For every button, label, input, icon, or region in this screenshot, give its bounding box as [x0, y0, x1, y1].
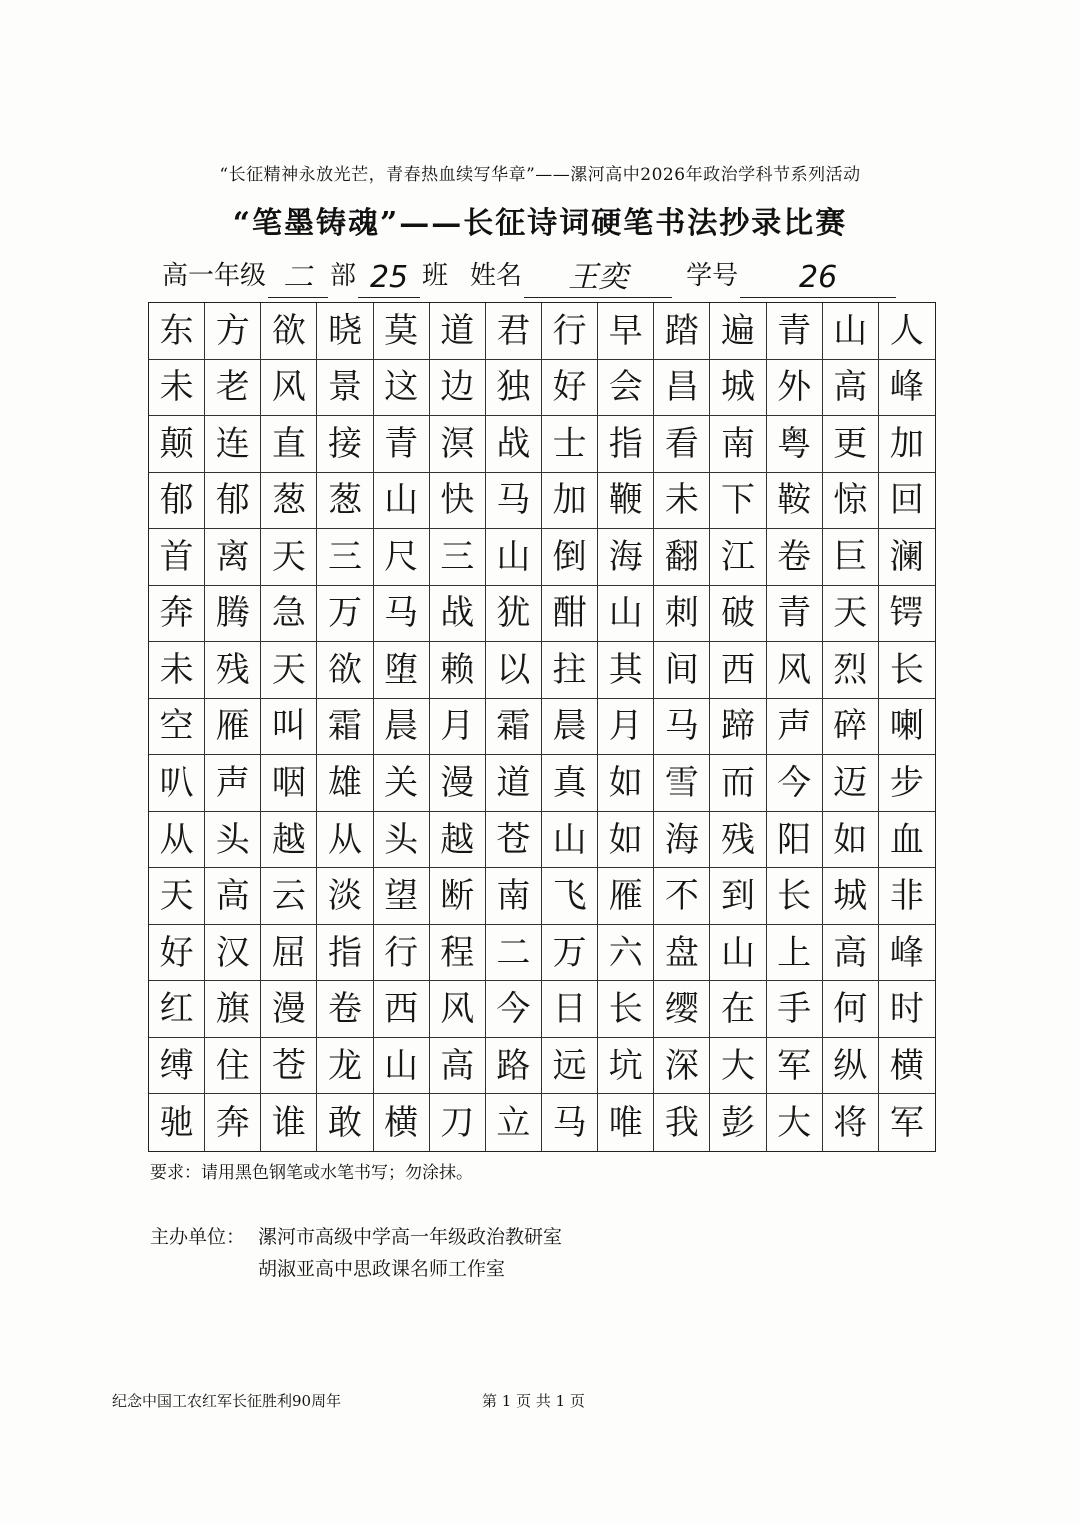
- grid-cell: 咽: [261, 755, 317, 812]
- dept-label: 部: [330, 261, 357, 291]
- grid-cell: 日: [542, 981, 598, 1038]
- grid-cell: 喇: [879, 699, 935, 756]
- grid-cell: 敢: [317, 1094, 373, 1151]
- grid-cell: 君: [486, 303, 542, 360]
- grid-cell: 刺: [654, 586, 710, 643]
- grid-cell: 青: [767, 303, 823, 360]
- grid-cell: 如: [598, 812, 654, 869]
- grid-cell: 红: [149, 981, 205, 1038]
- grid-cell: 山: [710, 925, 766, 982]
- grid-cell: 头: [374, 812, 430, 869]
- grid-cell: 郁: [205, 473, 261, 530]
- grid-cell: 奔: [149, 586, 205, 643]
- grid-cell: 霜: [317, 699, 373, 756]
- grid-cell: 深: [654, 1038, 710, 1095]
- grid-cell: 看: [654, 416, 710, 473]
- grid-cell: 六: [598, 925, 654, 982]
- grid-cell: 战: [486, 416, 542, 473]
- grid-cell: 行: [374, 925, 430, 982]
- grid-cell: 横: [879, 1038, 935, 1095]
- grid-cell: 唯: [598, 1094, 654, 1151]
- grid-cell: 急: [261, 586, 317, 643]
- grid-cell: 独: [486, 360, 542, 417]
- grid-cell: 马: [374, 586, 430, 643]
- grid-cell: 西: [374, 981, 430, 1038]
- grid-cell: 长: [879, 642, 935, 699]
- grid-cell: 关: [374, 755, 430, 812]
- grid-cell: 雁: [205, 699, 261, 756]
- grid-cell: 淡: [317, 868, 373, 925]
- grid-cell: 漫: [261, 981, 317, 1038]
- grid-cell: 长: [598, 981, 654, 1038]
- grid-cell: 烈: [823, 642, 879, 699]
- grid-cell: 晨: [542, 699, 598, 756]
- grid-cell: 龙: [317, 1038, 373, 1095]
- grid-cell: 刀: [430, 1094, 486, 1151]
- grid-cell: 颠: [149, 416, 205, 473]
- grid-cell: 今: [767, 755, 823, 812]
- grid-cell: 接: [317, 416, 373, 473]
- grid-cell: 惊: [823, 473, 879, 530]
- grid-cell: 苍: [261, 1038, 317, 1095]
- grid-cell: 如: [823, 812, 879, 869]
- grid-cell: 声: [767, 699, 823, 756]
- grid-cell: 军: [767, 1038, 823, 1095]
- grid-cell: 高: [205, 868, 261, 925]
- grid-cell: 高: [430, 1038, 486, 1095]
- grid-cell: 从: [317, 812, 373, 869]
- grid-cell: 飞: [542, 868, 598, 925]
- grid-cell: 南: [486, 868, 542, 925]
- grid-cell: 山: [823, 303, 879, 360]
- grid-cell: 三: [317, 529, 373, 586]
- grid-cell: 人: [879, 303, 935, 360]
- grid-cell: 真: [542, 755, 598, 812]
- grid-cell: 倒: [542, 529, 598, 586]
- grid-cell: 上: [767, 925, 823, 982]
- grid-cell: 青: [767, 586, 823, 643]
- grid-cell: 我: [654, 1094, 710, 1151]
- grid-cell: 马: [542, 1094, 598, 1151]
- grid-cell: 到: [710, 868, 766, 925]
- grid-cell: 尺: [374, 529, 430, 586]
- grid-cell: 奔: [205, 1094, 261, 1151]
- grid-cell: 东: [149, 303, 205, 360]
- grid-cell: 指: [598, 416, 654, 473]
- grid-cell: 阳: [767, 812, 823, 869]
- grid-cell: 天: [149, 868, 205, 925]
- grid-cell: 长: [767, 868, 823, 925]
- grid-cell: 天: [823, 586, 879, 643]
- grid-cell: 时: [879, 981, 935, 1038]
- grid-cell: 行: [542, 303, 598, 360]
- grid-cell: 粤: [767, 416, 823, 473]
- calligraphy-grid: [148, 302, 936, 1152]
- grid-cell: 海: [654, 812, 710, 869]
- grid-cell: 程: [430, 925, 486, 982]
- grid-cell: 叫: [261, 699, 317, 756]
- requirement-note: 要求：请用黑色钢笔或水笔书写；勿涂抹。: [150, 1163, 473, 1183]
- grid-cell: 城: [710, 360, 766, 417]
- grid-cell: 万: [542, 925, 598, 982]
- name-label: 姓名: [470, 261, 523, 291]
- grid-cell: 手: [767, 981, 823, 1038]
- student-info-row: [162, 254, 907, 298]
- grid-cell: 残: [205, 642, 261, 699]
- grid-cell: 西: [710, 642, 766, 699]
- grid-cell: 驰: [149, 1094, 205, 1151]
- grid-cell: 风: [767, 642, 823, 699]
- grid-cell: 溟: [430, 416, 486, 473]
- grid-cell: 雄: [317, 755, 373, 812]
- grid-cell: 回: [879, 473, 935, 530]
- grid-cell: 澜: [879, 529, 935, 586]
- grid-cell: 酣: [542, 586, 598, 643]
- grid-cell: 连: [205, 416, 261, 473]
- grid-cell: 晨: [374, 699, 430, 756]
- grid-cell: 蹄: [710, 699, 766, 756]
- grid-cell: 何: [823, 981, 879, 1038]
- grid-cell: 坑: [598, 1038, 654, 1095]
- class-label: 班: [422, 261, 449, 291]
- grid-cell: 南: [710, 416, 766, 473]
- grid-cell: 赖: [430, 642, 486, 699]
- grid-cell: 卷: [317, 981, 373, 1038]
- grid-cell: 卷: [767, 529, 823, 586]
- grid-cell: 好: [542, 360, 598, 417]
- grid-cell: 雁: [598, 868, 654, 925]
- grid-cell: 高: [823, 360, 879, 417]
- grid-cell: 犹: [486, 586, 542, 643]
- grid-cell: 老: [205, 360, 261, 417]
- grid-cell: 声: [205, 755, 261, 812]
- grid-cell: 将: [823, 1094, 879, 1151]
- grid-cell: 以: [486, 642, 542, 699]
- grid-cell: 加: [542, 473, 598, 530]
- grid-cell: 欲: [317, 642, 373, 699]
- footer-page-number: 第 1 页 共 1 页: [482, 1392, 585, 1410]
- grid-cell: 山: [598, 586, 654, 643]
- grade-label: 高一年级: [162, 261, 267, 291]
- grid-cell: 昌: [654, 360, 710, 417]
- grid-cell: 城: [823, 868, 879, 925]
- grid-cell: 纵: [823, 1038, 879, 1095]
- grid-cell: 翻: [654, 529, 710, 586]
- grid-cell: 血: [879, 812, 935, 869]
- grid-cell: 月: [430, 699, 486, 756]
- grid-cell: 边: [430, 360, 486, 417]
- grid-cell: 会: [598, 360, 654, 417]
- grid-cell: 步: [879, 755, 935, 812]
- grid-cell: 下: [710, 473, 766, 530]
- grid-cell: 鞭: [598, 473, 654, 530]
- grid-cell: 住: [205, 1038, 261, 1095]
- grid-cell: 从: [149, 812, 205, 869]
- grid-cell: 马: [654, 699, 710, 756]
- grid-cell: 三: [430, 529, 486, 586]
- grid-cell: 汉: [205, 925, 261, 982]
- grid-cell: 横: [374, 1094, 430, 1151]
- grid-cell: 盘: [654, 925, 710, 982]
- grid-cell: 二: [486, 925, 542, 982]
- grid-cell: 江: [710, 529, 766, 586]
- grid-cell: 不: [654, 868, 710, 925]
- grid-cell: 海: [598, 529, 654, 586]
- grid-cell: 越: [430, 812, 486, 869]
- grid-cell: 莫: [374, 303, 430, 360]
- grid-cell: 天: [261, 529, 317, 586]
- grid-cell: 巨: [823, 529, 879, 586]
- footer-commemoration: 纪念中国工农红军长征胜利90周年: [112, 1392, 342, 1410]
- grid-cell: 加: [879, 416, 935, 473]
- grid-cell: 峰: [879, 925, 935, 982]
- grid-cell: 间: [654, 642, 710, 699]
- grid-cell: 拄: [542, 642, 598, 699]
- grid-cell: 叭: [149, 755, 205, 812]
- dept-field[interactable]: 二: [268, 261, 328, 298]
- grid-cell: 早: [598, 303, 654, 360]
- grid-cell: 外: [767, 360, 823, 417]
- grid-cell: 遍: [710, 303, 766, 360]
- grid-cell: 士: [542, 416, 598, 473]
- grid-cell: 马: [486, 473, 542, 530]
- grid-cell: 其: [598, 642, 654, 699]
- grid-cell: 云: [261, 868, 317, 925]
- grid-cell: 青: [374, 416, 430, 473]
- organizer-line-1: 漯河市高级中学高一年级政治教研室: [258, 1226, 563, 1248]
- grid-cell: 彭: [710, 1094, 766, 1151]
- grid-cell: 头: [205, 812, 261, 869]
- grid-cell: 这: [374, 360, 430, 417]
- grid-cell: 鞍: [767, 473, 823, 530]
- student-id-field[interactable]: 26: [740, 261, 896, 298]
- grid-cell: 月: [598, 699, 654, 756]
- grid-cell: 锷: [879, 586, 935, 643]
- grid-cell: 漫: [430, 755, 486, 812]
- grid-cell: 欲: [261, 303, 317, 360]
- grid-cell: 指: [317, 925, 373, 982]
- grid-cell: 空: [149, 699, 205, 756]
- grid-cell: 首: [149, 529, 205, 586]
- grid-cell: 方: [205, 303, 261, 360]
- grid-cell: 旗: [205, 981, 261, 1038]
- student-id-label: 学号: [686, 261, 739, 291]
- grid-cell: 屈: [261, 925, 317, 982]
- grid-cell: 雪: [654, 755, 710, 812]
- grid-cell: 未: [654, 473, 710, 530]
- grid-cell: 缚: [149, 1038, 205, 1095]
- event-header-line: “长征精神永放光芒，青春热血续写华章”——漯河高中2026年政治学科节系列活动: [219, 165, 861, 185]
- grid-cell: 腾: [205, 586, 261, 643]
- grid-cell: 如: [598, 755, 654, 812]
- grid-cell: 离: [205, 529, 261, 586]
- grid-cell: 风: [430, 981, 486, 1038]
- grid-cell: 霜: [486, 699, 542, 756]
- grid-cell: 大: [710, 1038, 766, 1095]
- grid-cell: 苍: [486, 812, 542, 869]
- organizer-line-2: 胡淑亚高中思政课名师工作室: [258, 1258, 506, 1280]
- grid-cell: 断: [430, 868, 486, 925]
- grid-cell: 葱: [261, 473, 317, 530]
- grid-cell: 山: [542, 812, 598, 869]
- grid-cell: 葱: [317, 473, 373, 530]
- grid-cell: 道: [430, 303, 486, 360]
- grid-cell: 踏: [654, 303, 710, 360]
- grid-cell: 谁: [261, 1094, 317, 1151]
- grid-cell: 景: [317, 360, 373, 417]
- grid-cell: 在: [710, 981, 766, 1038]
- page-title: “笔墨铸魂”——长征诗词硬笔书法抄录比赛: [232, 206, 848, 241]
- grid-cell: 好: [149, 925, 205, 982]
- grid-cell: 峰: [879, 360, 935, 417]
- grid-cell: 山: [374, 473, 430, 530]
- grid-cell: 非: [879, 868, 935, 925]
- grid-cell: 而: [710, 755, 766, 812]
- grid-cell: 碎: [823, 699, 879, 756]
- grid-cell: 迈: [823, 755, 879, 812]
- grid-cell: 望: [374, 868, 430, 925]
- grid-cell: 万: [317, 586, 373, 643]
- grid-cell: 山: [374, 1038, 430, 1095]
- grid-cell: 更: [823, 416, 879, 473]
- grid-cell: 直: [261, 416, 317, 473]
- grid-cell: 堕: [374, 642, 430, 699]
- grid-cell: 郁: [149, 473, 205, 530]
- grid-cell: 军: [889, 1102, 924, 1143]
- grid-cell: 越: [261, 812, 317, 869]
- grid-cell: 残: [710, 812, 766, 869]
- grid-cell: 今: [486, 981, 542, 1038]
- grid-cell: 路: [486, 1038, 542, 1095]
- grid-cell: 大: [767, 1094, 823, 1151]
- name-field[interactable]: 王奕: [524, 261, 672, 298]
- grid-cell: 未: [149, 360, 205, 417]
- grid-cell: 天: [261, 642, 317, 699]
- grid-cell: 高: [823, 925, 879, 982]
- class-field[interactable]: 25: [358, 261, 420, 298]
- organizer-label: 主办单位：: [150, 1226, 246, 1248]
- grid-cell: 晓: [317, 303, 373, 360]
- grid-cell: 道: [486, 755, 542, 812]
- grid-cell: 快: [430, 473, 486, 530]
- grid-cell: 破: [710, 586, 766, 643]
- grid-cell: 山: [486, 529, 542, 586]
- grid-cell: 缨: [654, 981, 710, 1038]
- grid-cell: 立: [486, 1094, 542, 1151]
- grid-cell: 未: [149, 642, 205, 699]
- grid-cell: 战: [430, 586, 486, 643]
- grid-cell: 风: [261, 360, 317, 417]
- grid-cell: 远: [542, 1038, 598, 1095]
